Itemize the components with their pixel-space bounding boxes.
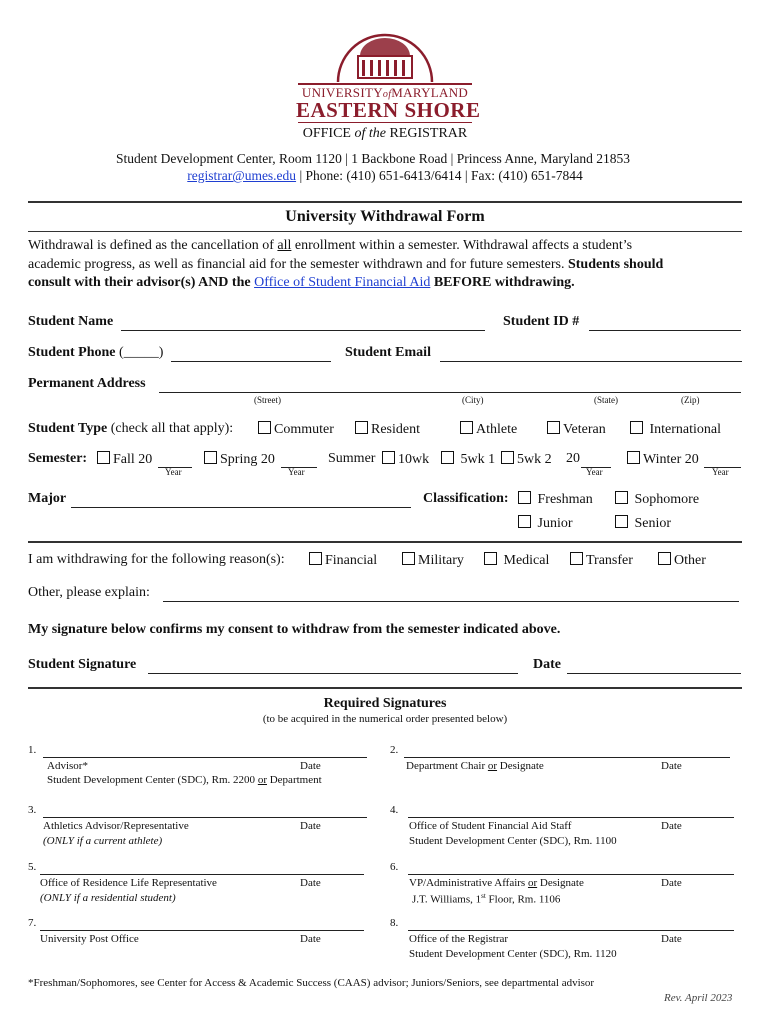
sig1-line[interactable] [43, 757, 367, 758]
student-name-label: Student Name [28, 314, 114, 329]
sig8-line[interactable] [408, 930, 734, 931]
sig8-number: 8. [390, 917, 399, 929]
student-id-field[interactable] [589, 330, 741, 331]
sig2-date: Date [661, 760, 682, 772]
sig7-line[interactable] [40, 930, 364, 931]
veteran-checkbox[interactable] [547, 421, 560, 434]
major-field[interactable] [71, 507, 411, 508]
athlete-option[interactable]: Athlete [460, 421, 517, 438]
sig5-number: 5. [28, 861, 37, 873]
sig7-title: University Post Office [40, 933, 139, 945]
sig1-date: Date [300, 760, 321, 772]
permanent-address-label: Permanent Address [28, 376, 146, 391]
sig4-sub: Student Development Center (SDC), Rm. 1100 [409, 835, 617, 847]
fall-year-caption: Year [165, 467, 182, 477]
office-address: Student Development Center, Room 1120 | 1 Backbone Road | Princess Anne, Maryland 21853 [116, 151, 630, 166]
sig7-date: Date [300, 933, 321, 945]
classification-label: Classification: [423, 491, 509, 506]
junior-option[interactable]: Junior [518, 515, 573, 532]
summer-year-caption: Year [586, 467, 603, 477]
commuter-option[interactable]: Commuter [258, 421, 334, 438]
info-divider [28, 541, 742, 543]
sig3-sub: (ONLY if a current athlete) [43, 835, 163, 847]
sophomore-option[interactable]: Sophomore [615, 491, 699, 508]
summer-10wk-checkbox[interactable] [382, 451, 395, 464]
sig6-title: VP/Administrative Affairs or Designate [409, 877, 584, 889]
sig7-number: 7. [28, 917, 37, 929]
sig6-date: Date [661, 877, 682, 889]
transfer-checkbox[interactable] [570, 552, 583, 565]
revision-date: Rev. April 2023 [664, 992, 733, 1004]
summer-5wk1-checkbox[interactable] [441, 451, 454, 464]
zip-caption: (Zip) [681, 395, 700, 405]
office-contacts: registrar@umes.edu | Phone: (410) 651-6413/6414 | Fax: (410) 651-7844 [187, 168, 583, 183]
sig6-number: 6. [390, 861, 399, 873]
medical-checkbox[interactable] [484, 552, 497, 565]
footer-note: *Freshman/Sophomores, see Center for Access & Academic Success (CAAS) advisor; Juniors/Seniors, see departmental advisor [28, 977, 595, 989]
sig6-sub: J.T. Williams, 1st Floor, Rm. 1106 [412, 892, 561, 906]
sig8-sub: Student Development Center (SDC), Rm. 1120 [409, 948, 617, 960]
sig4-title: Office of Student Financial Aid Staff [409, 820, 572, 832]
street-caption: (Street) [254, 395, 281, 405]
resident-option[interactable]: Resident [355, 421, 420, 438]
student-email-field[interactable] [440, 361, 742, 362]
veteran-option[interactable]: Veteran [547, 421, 606, 438]
other-explain-label: Other, please explain: [28, 585, 150, 600]
student-phone-field[interactable] [171, 361, 331, 362]
sig5-sub: (ONLY if a residential student) [40, 892, 176, 904]
other-option[interactable]: Other [658, 552, 706, 569]
form-title: University Withdrawal Form [285, 208, 485, 225]
summer-5wk1-option[interactable]: 5wk 1 [441, 451, 495, 468]
intro-line-3: consult with their advisor(s) AND the Office of Student Financial Aid BEFORE withdrawing. [28, 275, 575, 290]
registrar-email-link[interactable]: registrar@umes.edu [187, 168, 297, 183]
intro-line-1: Withdrawal is defined as the cancellation of all enrollment within a semester. Withdrawal affects a student’s [28, 238, 633, 253]
medical-option[interactable]: Medical [484, 552, 549, 569]
summer-5wk2-checkbox[interactable] [501, 451, 514, 464]
summer-10wk-option[interactable]: 10wk [382, 451, 429, 468]
consent-statement: My signature below confirms my consent to withdraw from the semester indicated above. [28, 622, 561, 637]
dome-building-icon [290, 22, 480, 90]
other-checkbox[interactable] [658, 552, 671, 565]
student-signature-label: Student Signature [28, 657, 137, 672]
winter-year-caption: Year [712, 467, 729, 477]
semester-label: Semester: [28, 451, 88, 466]
summer-20-label: 20 [566, 451, 580, 466]
athlete-checkbox[interactable] [460, 421, 473, 434]
city-caption: (City) [462, 395, 484, 405]
financial-option[interactable]: Financial [309, 552, 377, 569]
commuter-checkbox[interactable] [258, 421, 271, 434]
resident-checkbox[interactable] [355, 421, 368, 434]
student-date-label: Date [533, 657, 561, 672]
student-id-label: Student ID # [503, 314, 580, 329]
summer-label: Summer [328, 451, 376, 466]
required-signatures-title: Required Signatures [323, 696, 447, 711]
financial-aid-link[interactable]: Office of Student Financial Aid [254, 275, 431, 290]
reasons-label: I am withdrawing for the following reason(s): [28, 552, 285, 567]
sig1-title: Advisor* [47, 760, 88, 772]
header-divider [28, 201, 742, 203]
senior-option[interactable]: Senior [615, 515, 671, 532]
international-option[interactable]: International [630, 421, 721, 438]
sig8-title: Office of the Registrar [409, 933, 509, 945]
sig5-line[interactable] [40, 874, 364, 875]
sig3-line[interactable] [43, 817, 367, 818]
sig3-date: Date [300, 820, 321, 832]
student-type-label: Student Type (check all that apply): [28, 421, 234, 436]
winter-option[interactable]: Winter 20 [627, 451, 699, 468]
fall-option[interactable]: Fall 20 [97, 451, 152, 468]
signature-divider [28, 687, 742, 689]
required-signatures-subtitle: (to be acquired in the numerical order presented below) [262, 713, 508, 725]
permanent-address-field[interactable] [159, 392, 741, 393]
sig5-title: Office of Residence Life Representative [40, 877, 217, 889]
sig4-date: Date [661, 820, 682, 832]
sig2-title: Department Chair or Designate [406, 760, 544, 772]
sig4-line[interactable] [408, 817, 734, 818]
sig3-title: Athletics Advisor/Representative [43, 820, 189, 832]
student-signature-field[interactable] [148, 673, 518, 674]
international-checkbox[interactable] [630, 421, 643, 434]
summer-5wk2-option[interactable]: 5wk 2 [501, 451, 552, 468]
sig5-date: Date [300, 877, 321, 889]
major-label: Major [28, 491, 67, 506]
sig4-number: 4. [390, 804, 399, 816]
other-explain-field[interactable] [163, 601, 739, 602]
freshman-checkbox[interactable] [518, 491, 531, 504]
student-email-label: Student Email [345, 345, 431, 360]
office-of-registrar: OFFICE of the REGISTRAR [302, 126, 468, 141]
financial-checkbox[interactable] [309, 552, 322, 565]
student-date-field[interactable] [567, 673, 741, 674]
sig1-number: 1. [28, 744, 37, 756]
spring-checkbox[interactable] [204, 451, 217, 464]
military-checkbox[interactable] [402, 552, 415, 565]
fall-checkbox[interactable] [97, 451, 110, 464]
logo-university-line: UNIVERSITYofMARYLAND [301, 85, 469, 100]
military-option[interactable]: Military [402, 552, 464, 569]
state-caption: (State) [594, 395, 618, 405]
student-phone-label: Student Phone (_____) [28, 345, 164, 360]
sig2-number: 2. [390, 744, 399, 756]
university-logo [290, 22, 480, 122]
sig1-sub: Student Development Center (SDC), Rm. 2200 or Department [47, 774, 322, 786]
title-divider [28, 231, 742, 232]
sig3-number: 3. [28, 804, 37, 816]
logo-eastern-shore: EASTERN SHORE [296, 98, 481, 122]
sig2-line[interactable] [404, 757, 730, 758]
student-name-field[interactable] [121, 330, 485, 331]
sig6-line[interactable] [408, 874, 734, 875]
freshman-option[interactable]: Freshman [518, 491, 593, 508]
winter-checkbox[interactable] [627, 451, 640, 464]
sig8-date: Date [661, 933, 682, 945]
senior-checkbox[interactable] [615, 515, 628, 528]
junior-checkbox[interactable] [518, 515, 531, 528]
spring-year-caption: Year [288, 467, 305, 477]
transfer-option[interactable]: Transfer [570, 552, 633, 569]
intro-line-2: academic progress, as well as financial aid for the semester withdrawn and for future semesters. Students should [28, 257, 664, 272]
sophomore-checkbox[interactable] [615, 491, 628, 504]
spring-option[interactable]: Spring 20 [204, 451, 275, 468]
